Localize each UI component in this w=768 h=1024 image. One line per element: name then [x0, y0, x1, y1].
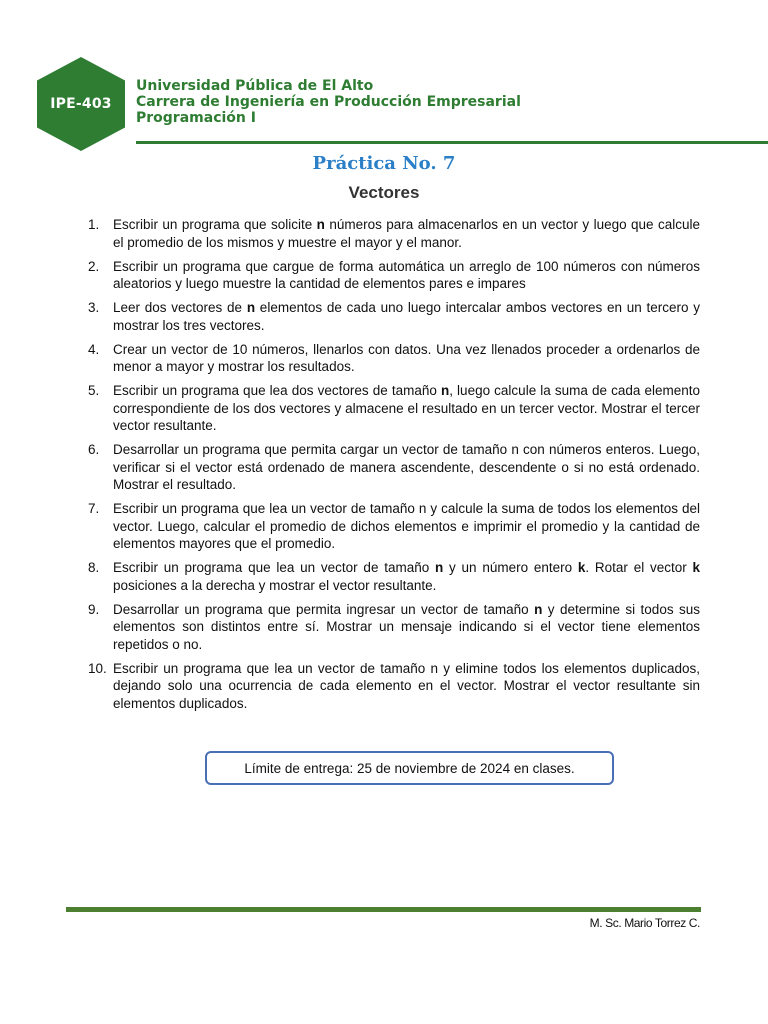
- exercise-item: [88, 559, 700, 594]
- exercise-text-fragment: Escribir un programa que lea un vector de tamaño n y elimine todos los elementos duplicados, dejando solo una ocurrencia de cada elemento en el vector. Mostrar el vector resultante sin elementos duplicados.: [113, 660, 700, 711]
- exercise-number: 1.: [88, 217, 100, 232]
- exercise-text-fragment: y determine si todos sus elementos son distintos entre sí. Mostrar un mensaje indicando si el vector tiene elementos repetidos o no.: [113, 601, 700, 652]
- exercise-list: [88, 216, 700, 719]
- exercise-text: [113, 501, 700, 551]
- page-subtitle: Vectores: [348, 183, 420, 202]
- exercise-text-fragment: Escribir un programa que lea un vector de tamaño: [113, 560, 436, 575]
- exercise-text-fragment: . Rotar el vector: [585, 560, 693, 575]
- exercise-number: 4.: [88, 341, 100, 357]
- exercise-text-fragment: y un número entero: [443, 560, 578, 575]
- exercise-item: [88, 341, 700, 376]
- exercise-number: 5.: [88, 383, 100, 398]
- exercise-variable: n: [435, 560, 444, 575]
- exercise-variable: n: [316, 217, 325, 232]
- exercise-variable: n: [246, 300, 256, 315]
- document-header: [0, 0, 768, 150]
- exercise-number: 7.: [88, 501, 100, 516]
- exercise-variable: k: [692, 560, 700, 575]
- exercise-text-fragment: , luego calcule la suma de cada elemento correspondiente de los dos vectores y almacene el resultado en un tercer vector. Mostrar el tercer vector resultante.: [113, 383, 700, 433]
- exercise-item: [88, 441, 700, 494]
- exercise-text-fragment: elementos de cada uno luego intercalar ambos vectores en un tercero y mostrar los tres vectores.: [113, 300, 700, 333]
- exercise-variable: n: [440, 383, 450, 398]
- exercise-variable: n: [534, 601, 543, 617]
- header-divider: [136, 141, 768, 144]
- deadline-text: Límite de entrega: 25 de noviembre de 2024 en clases.: [244, 760, 575, 776]
- exercise-text-fragment: Escribir un programa que cargue de forma automática un arreglo de 100 números con números aleatorios y luego muestre la cantidad de elementos pares e impares: [113, 258, 700, 291]
- career-name: Carrera de Ingeniería en Producción Empresarial: [136, 94, 521, 110]
- exercise-text: [113, 342, 700, 375]
- institution-name: Universidad Pública de El Alto: [136, 78, 374, 94]
- exercise-item: [88, 500, 700, 553]
- title-block: [0, 151, 768, 204]
- exercise-text: [113, 383, 700, 433]
- institution-block: [136, 78, 521, 126]
- exercise-text: [113, 442, 700, 492]
- exercise-text: [113, 217, 700, 250]
- exercise-text: [113, 300, 700, 333]
- exercise-item: [88, 382, 700, 435]
- exercise-text: [113, 259, 700, 292]
- exercise-text-fragment: Escribir un programa que solicite: [113, 217, 317, 232]
- exercise-text-fragment: Desarrollar un programa que permita cargar un vector de tamaño n con números enteros. Luego, verificar si el vector está ordenado de manera ascendente, descendente o si no está ordenado. Mostrar el resultado.: [113, 442, 700, 492]
- deadline-box: [205, 751, 614, 785]
- exercise-number: 9.: [88, 601, 100, 617]
- subject-name: Programación I: [136, 110, 256, 126]
- exercise-text-fragment: Desarrollar un programa que permita ingresar un vector de tamaño: [113, 601, 535, 617]
- exercise-item: [88, 216, 700, 251]
- exercise-variable: k: [577, 560, 586, 575]
- exercise-text-fragment: números para almacenarlos en un vector y luego que calcule el promedio de los mismos y muestre el mayor y el manor.: [113, 217, 700, 250]
- exercise-text-fragment: Escribir un programa que lea un vector de tamaño n y calcule la suma de todos los elementos del vector. Luego, calcular el promedio de dichos elementos e imprimir el promedio y la cantidad de elementos mayores que el promedio.: [113, 501, 700, 551]
- exercise-text-fragment: Crear un vector de 10 números, llenarlos con datos. Una vez llenados proceder a ordenarlos de menor a mayor y mostrar los resultados.: [113, 341, 700, 374]
- footer-divider: [66, 907, 701, 912]
- footer-author: M. Sc. Mario Torrez C.: [589, 916, 700, 930]
- page-title: Práctica No. 7: [312, 153, 456, 174]
- exercise-text: [113, 661, 700, 711]
- exercise-item: [88, 660, 700, 713]
- course-code: IPE-403: [50, 96, 112, 112]
- exercise-text-fragment: Escribir un programa que lea dos vectores de tamaño: [113, 383, 441, 398]
- exercise-number: 2.: [88, 258, 100, 274]
- exercise-text: [113, 602, 700, 652]
- exercise-number: 8.: [88, 560, 100, 575]
- exercise-item: [88, 601, 700, 654]
- exercise-item: [88, 299, 700, 334]
- exercise-text: [113, 560, 700, 593]
- exercise-text-fragment: Leer dos vectores de: [113, 300, 247, 315]
- exercise-number: 6.: [88, 442, 100, 457]
- exercise-text-fragment: posiciones a la derecha y mostrar el vector resultante.: [113, 577, 437, 593]
- exercise-number: 3.: [88, 300, 100, 315]
- exercise-item: [88, 258, 700, 293]
- exercise-number: 10.: [88, 660, 107, 676]
